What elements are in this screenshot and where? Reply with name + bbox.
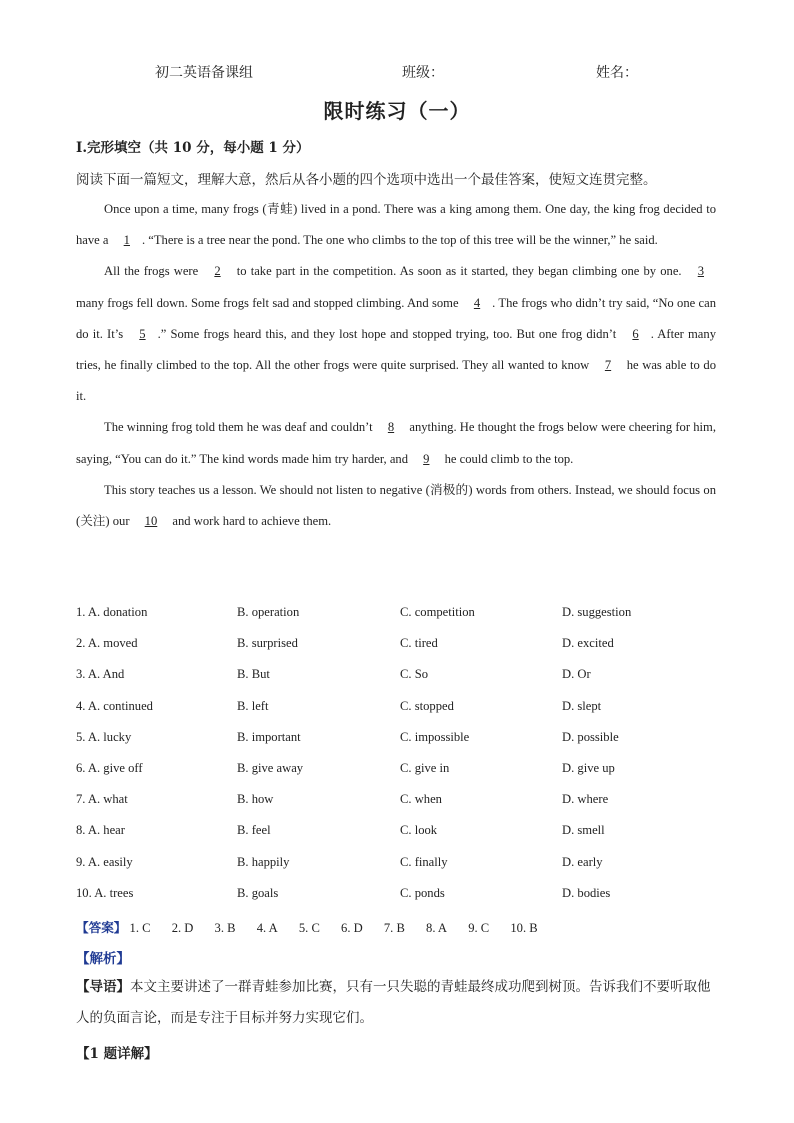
option-2-c: C. tired (400, 636, 438, 650)
passage-text: All the frogs were (104, 264, 203, 279)
header-class-label: 班级： (402, 65, 444, 81)
passage-text: and work hard to achieve them. (169, 514, 332, 529)
answer-item: 1. C (129, 921, 151, 935)
option-1-a: 1. A. donation (76, 605, 148, 619)
passage-text: he was able to do it. (76, 358, 716, 404)
option-2-a: 2. A. moved (76, 636, 138, 650)
option-1-b: B. operation (237, 605, 300, 619)
option-5-b: B. important (237, 730, 301, 744)
answer-item: 4. A (256, 921, 278, 935)
option-7-b: B. how (237, 792, 274, 806)
option-3-b: B. But (237, 667, 270, 681)
answer-item: 9. C (468, 921, 490, 935)
blank-3: 3 (697, 264, 704, 279)
option-4-c: C. stopped (400, 699, 454, 713)
header-group: 初二英语备课组 (155, 65, 253, 81)
option-10-a: 10. A. trees (76, 886, 134, 900)
option-2-b: B. surprised (237, 636, 298, 650)
option-4-a: 4. A. continued (76, 699, 153, 713)
passage-text: .” Some frogs heard this, and they lost hope and stopped trying, too. But one frog didn’t (157, 326, 621, 341)
option-6-a: 6. A. give off (76, 761, 143, 775)
section-instruction: 阅读下面一篇短文，理解大意，然后从各小题的四个选项中选出一个最佳答案，使短文连贯完整。 (76, 172, 657, 188)
passage-text: The winning frog told them he was deaf and couldn’t (104, 420, 376, 435)
answer-item: 7. B (383, 921, 405, 935)
answer-label: 【答案】 (76, 921, 127, 935)
option-8-a: 8. A. hear (76, 823, 125, 837)
intro-text: 本文主要讲述了一群青蛙参加比赛，只有一只失聪的青蛙最终成功爬到树顶。告诉我们不要听取他人的负面言论，而是专注于目标并努力实现它们。 (76, 979, 711, 1026)
option-9-b: B. happily (237, 855, 290, 869)
blank-9: 9 (423, 451, 430, 466)
blank-8: 8 (387, 420, 395, 435)
blank-4: 4 (473, 295, 481, 310)
option-5-c: C. impossible (400, 730, 470, 744)
passage-paragraph-2 (76, 256, 716, 412)
answer-item: 5. C (298, 921, 320, 935)
option-4-b: B. left (237, 699, 269, 713)
analysis-heading (76, 947, 130, 967)
option-7-c: C. when (400, 792, 442, 806)
section-heading: I.完形填空（共 10 分，每小题 1 分） (76, 140, 310, 156)
intro-label: 【导语】 (76, 979, 130, 995)
answer-item: 8. A (426, 921, 448, 935)
passage (76, 194, 716, 537)
option-2-d: D. excited (562, 636, 614, 650)
passage-text: . After many tries, he finally climbed to the top. All the other frogs were quite surprised. They all wanted to know (76, 326, 716, 373)
passage-paragraph-3 (76, 412, 716, 474)
blank-2: 2 (214, 264, 221, 279)
option-1-c: C. competition (400, 605, 475, 619)
option-8-d: D. smell (562, 823, 605, 837)
passage-text: . “There is a tree near the pond. The one who climbs to the top of this tree will be the winner,” he said. (141, 233, 658, 248)
option-5-a: 5. A. lucky (76, 730, 132, 744)
answer-line (76, 917, 556, 936)
option-10-d: D. bodies (562, 886, 611, 900)
option-9-d: D. early (562, 855, 603, 869)
blank-1: 1 (123, 233, 130, 248)
option-4-d: D. slept (562, 699, 602, 713)
header-name-label: 姓名： (596, 65, 638, 81)
option-9-a: 9. A. easily (76, 855, 133, 869)
option-3-c: C. So (400, 667, 428, 681)
analysis-intro (76, 972, 716, 1034)
passage-text: Once upon a time, many frogs (青蛙) lived in a pond. There was a king among them. One day, the king frog decided to have a (76, 202, 716, 248)
option-9-c: C. finally (400, 855, 448, 869)
passage-text: This story teaches us a lesson. We should not listen to negative (消极的) words from others. Instead, we should focus on (关注) our (76, 482, 716, 529)
blank-5: 5 (139, 326, 146, 341)
blank-7: 7 (604, 358, 612, 373)
passage-text: he could climb to the top. (441, 451, 574, 466)
blank-10: 10 (144, 514, 158, 529)
option-3-a: 3. A. And (76, 667, 125, 681)
answer-item: 10. B (510, 921, 538, 935)
option-8-c: C. look (400, 823, 438, 837)
passage-paragraph-1 (76, 194, 716, 256)
option-10-b: B. goals (237, 886, 279, 900)
option-8-b: B. feel (237, 823, 271, 837)
passage-text: many frogs fell down. Some frogs felt sad and stopped climbing. And some (76, 295, 462, 310)
option-3-d: D. Or (562, 667, 591, 681)
passage-text: . The frogs who didn’t try said, “No one can do it. It’s (76, 295, 716, 341)
passage-text: anything. He thought the frogs below were cheering for him, saying, “You can do it.” The kind words made him try harder, and (76, 420, 716, 466)
option-1-d: D. suggestion (562, 605, 632, 619)
option-6-b: B. give away (237, 761, 304, 775)
passage-paragraph-4 (76, 475, 716, 537)
option-6-d: D. give up (562, 761, 615, 775)
blank-6: 6 (632, 326, 639, 341)
answer-item: 6. D (341, 921, 363, 935)
option-10-c: C. ponds (400, 886, 445, 900)
answer-item: 2. D (171, 921, 194, 935)
option-7-a: 7. A. what (76, 792, 128, 806)
option-7-d: D. where (562, 792, 609, 806)
answer-item: 3. B (214, 921, 236, 935)
option-6-c: C. give in (400, 761, 450, 775)
option-5-d: D. possible (562, 730, 619, 744)
passage-text: to take part in the competition. As soon as it started, they began climbing one by one. (232, 264, 686, 279)
analysis-label: 【解析】 (76, 951, 130, 967)
page-title: 限时练习（一） (323, 99, 471, 123)
detail-heading: 【1 题详解】 (76, 1046, 158, 1062)
